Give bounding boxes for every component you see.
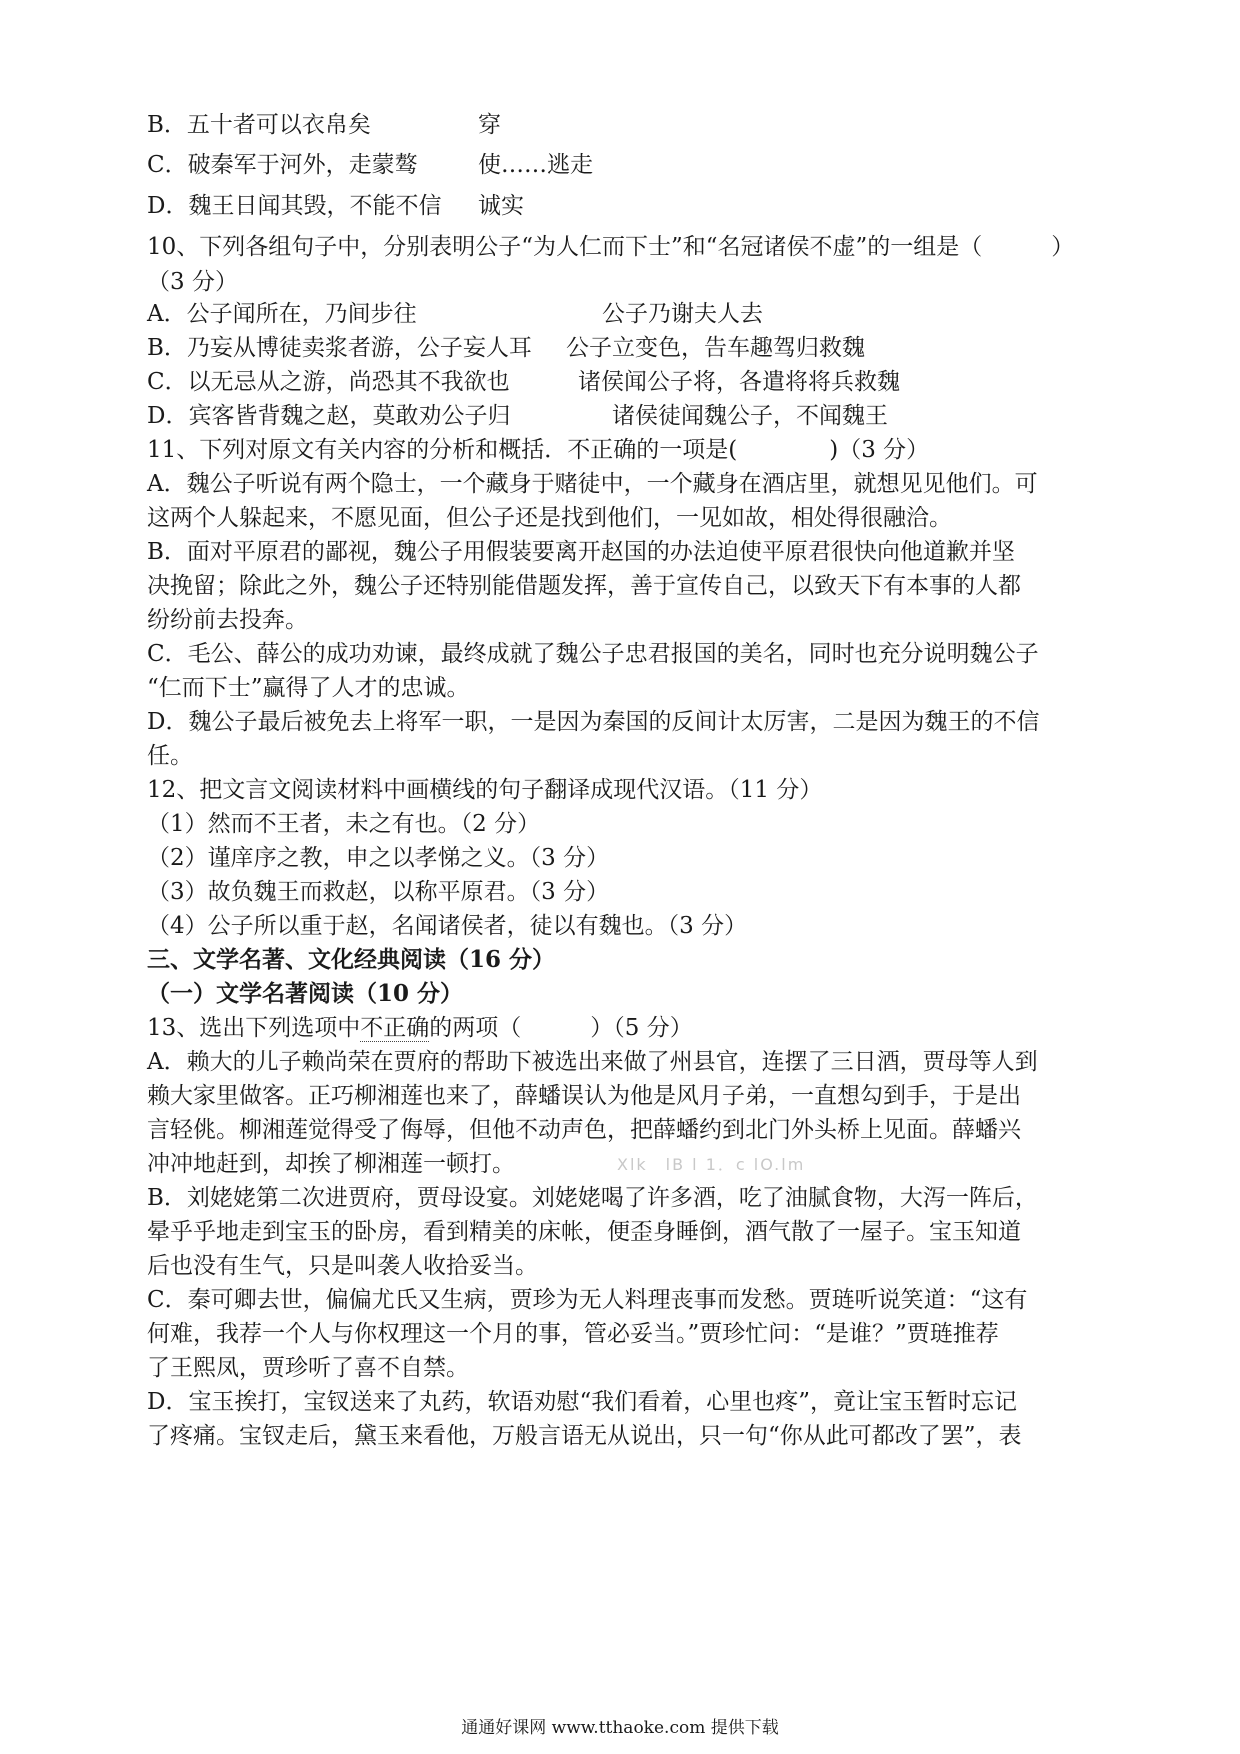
q13-option-d-line2: 了疼痛。宝钗走后，黛玉来看他，万般言语无从说出，只一句“你从此可都改了罢”，表	[147, 1423, 1022, 1449]
q10-stem: 10、下列各组句子中，分别表明公子“为人仁而下士”和“名冠诸侯不虚”的一组是（ ）	[147, 234, 1075, 260]
q13-stem-emphasis: 不正确	[360, 1015, 430, 1041]
q9-option-b-gloss: 穿	[478, 112, 501, 138]
q9-option-c: C．破秦军于河外，走蒙骜	[147, 152, 418, 178]
q13-stem-pre: 13、选出下列选项中	[147, 1015, 361, 1041]
watermark: Xlk lB l 1．c lO.lm	[617, 1155, 806, 1174]
q13-option-b-line2: 晕乎乎地走到宝玉的卧房，看到精美的床帐，便歪身睡倒，酒气散了一屋子。宝玉知道	[147, 1219, 1021, 1245]
q11-option-c-line1: C．毛公、薛公的成功劝谏，最终成就了魏公子忠君报国的美名，同时也充分说明魏公子	[147, 641, 1039, 667]
q11-option-c-line2: “仁而下士”赢得了人才的忠诚。	[147, 675, 470, 701]
q11-stem: 11、下列对原文有关内容的分析和概括．不正确的一项是( )（3 分）	[147, 437, 930, 463]
q10-option-a-right: 公子乃谢夫人去	[602, 301, 763, 327]
q13-stem-post: 的两项（ ）（5 分）	[429, 1015, 693, 1041]
q10-score: （3 分）	[147, 269, 238, 295]
q13-option-c-line1: C．秦可卿去世，偏偏尤氏又生病，贾珍为无人料理丧事而发愁。贾琏听说笑道：“这有	[147, 1287, 1028, 1313]
q10-option-b-right: 公子立变色，告车趣驾归救魏	[566, 335, 865, 361]
q11-option-d-line1: D．魏公子最后被免去上将军一职，一是因为秦国的反间计太厉害，二是因为魏王的不信	[147, 709, 1040, 735]
q11-option-b-line2: 决挽留；除此之外，魏公子还特别能借题发挥，善于宣传自己，以致天下有本事的人都	[147, 573, 1021, 599]
page-footer: 通通好课网 www.tthaoke.com 提供下载	[461, 1718, 779, 1738]
q9-option-d: D．魏王日闻其毁，不能不信	[147, 193, 442, 219]
q10-option-a-left: A．公子闻所在，乃间步往	[147, 301, 417, 327]
q11-option-d-line2: 任。	[147, 743, 193, 769]
q10-option-d-right: 诸侯徒闻魏公子，不闻魏王	[612, 403, 888, 429]
q13-option-c-line2: 何难，我荐一个人与你权理这一个月的事，管必妥当。”贾珍忙问：“是谁？”贾琏推荐	[147, 1321, 999, 1347]
q13-option-d-line1: D．宝玉挨打，宝钗送来了丸药，软语劝慰“我们看着，心里也疼”，竟让宝玉暂时忘记	[147, 1389, 1017, 1415]
q12-item-1: （1）然而不王者，未之有也。（2 分）	[147, 811, 541, 837]
q10-option-c-left: C．以无忌从之游，尚恐其不我欲也	[147, 369, 510, 395]
q13-option-a-line4: 冲冲地赶到，却挨了柳湘莲一顿打。	[147, 1151, 515, 1177]
q9-option-c-gloss: 使……逃走	[478, 152, 593, 178]
q11-option-a-line1: A．魏公子听说有两个隐士，一个藏身于赌徒中，一个藏身在酒店里，就想见见他们。可	[147, 471, 1038, 497]
q13-option-a-line2: 赖大家里做客。正巧柳湘莲也来了，薛蟠误认为他是风月子弟，一直想勾到手，于是出	[147, 1083, 1021, 1109]
q9-option-d-gloss: 诚实	[478, 193, 524, 219]
q13-option-a-line3: 言轻佻。柳湘莲觉得受了侮辱，但他不动声色，把薛蟠约到北门外头桥上见面。薛蟠兴	[147, 1117, 1021, 1143]
q9-option-b: B．五十者可以衣帛矣	[147, 112, 371, 138]
q12-item-2: （2）谨庠序之教，申之以孝悌之义。（3 分）	[147, 845, 610, 871]
q13-option-b-line3: 后也没有生气，只是叫袭人收拾妥当。	[147, 1253, 538, 1279]
q10-option-b-left: B．乃妄从博徒卖浆者游，公子妄人耳	[147, 335, 532, 361]
q12-item-4: （4）公子所以重于赵，名闻诸侯者，徒以有魏也。（3 分）	[147, 913, 748, 939]
q13-option-c-line3: 了王熙凤，贾珍听了喜不自禁。	[147, 1355, 469, 1381]
q11-option-b-line1: B．面对平原君的鄙视，魏公子用假装要离开赵国的办法迫使平原君很快向他道歉并坚	[147, 539, 1015, 565]
q11-option-a-line2: 这两个人躲起来，不愿见面，但公子还是找到他们，一见如故，相处得很融洽。	[147, 505, 952, 531]
q12-item-3: （3）故负魏王而救赵，以称平原君。（3 分）	[147, 879, 610, 905]
q13-option-a-line1: A．赖大的儿子赖尚荣在贾府的帮助下被选出来做了州县官，连摆了三日酒，贾母等人到	[147, 1049, 1038, 1075]
q13-option-b-line1: B．刘姥姥第二次进贾府，贾母设宴。刘姥姥喝了许多酒，吃了油腻食物，大泻一阵后，	[147, 1185, 1038, 1211]
section3-title: 三、文学名著、文化经典阅读（16 分）	[147, 946, 556, 973]
q13-stem	[147, 1010, 693, 1046]
q12-stem: 12、把文言文阅读材料中画横线的句子翻译成现代汉语。（11 分）	[147, 777, 823, 803]
q10-option-d-left: D．宾客皆背魏之赵，莫敢劝公子归	[147, 403, 511, 429]
section3-subtitle: （一）文学名著阅读（10 分）	[147, 980, 464, 1007]
q10-option-c-right: 诸侯闻公子将，各遣将将兵救魏	[578, 369, 900, 395]
q11-option-b-line3: 纷纷前去投奔。	[147, 607, 308, 633]
